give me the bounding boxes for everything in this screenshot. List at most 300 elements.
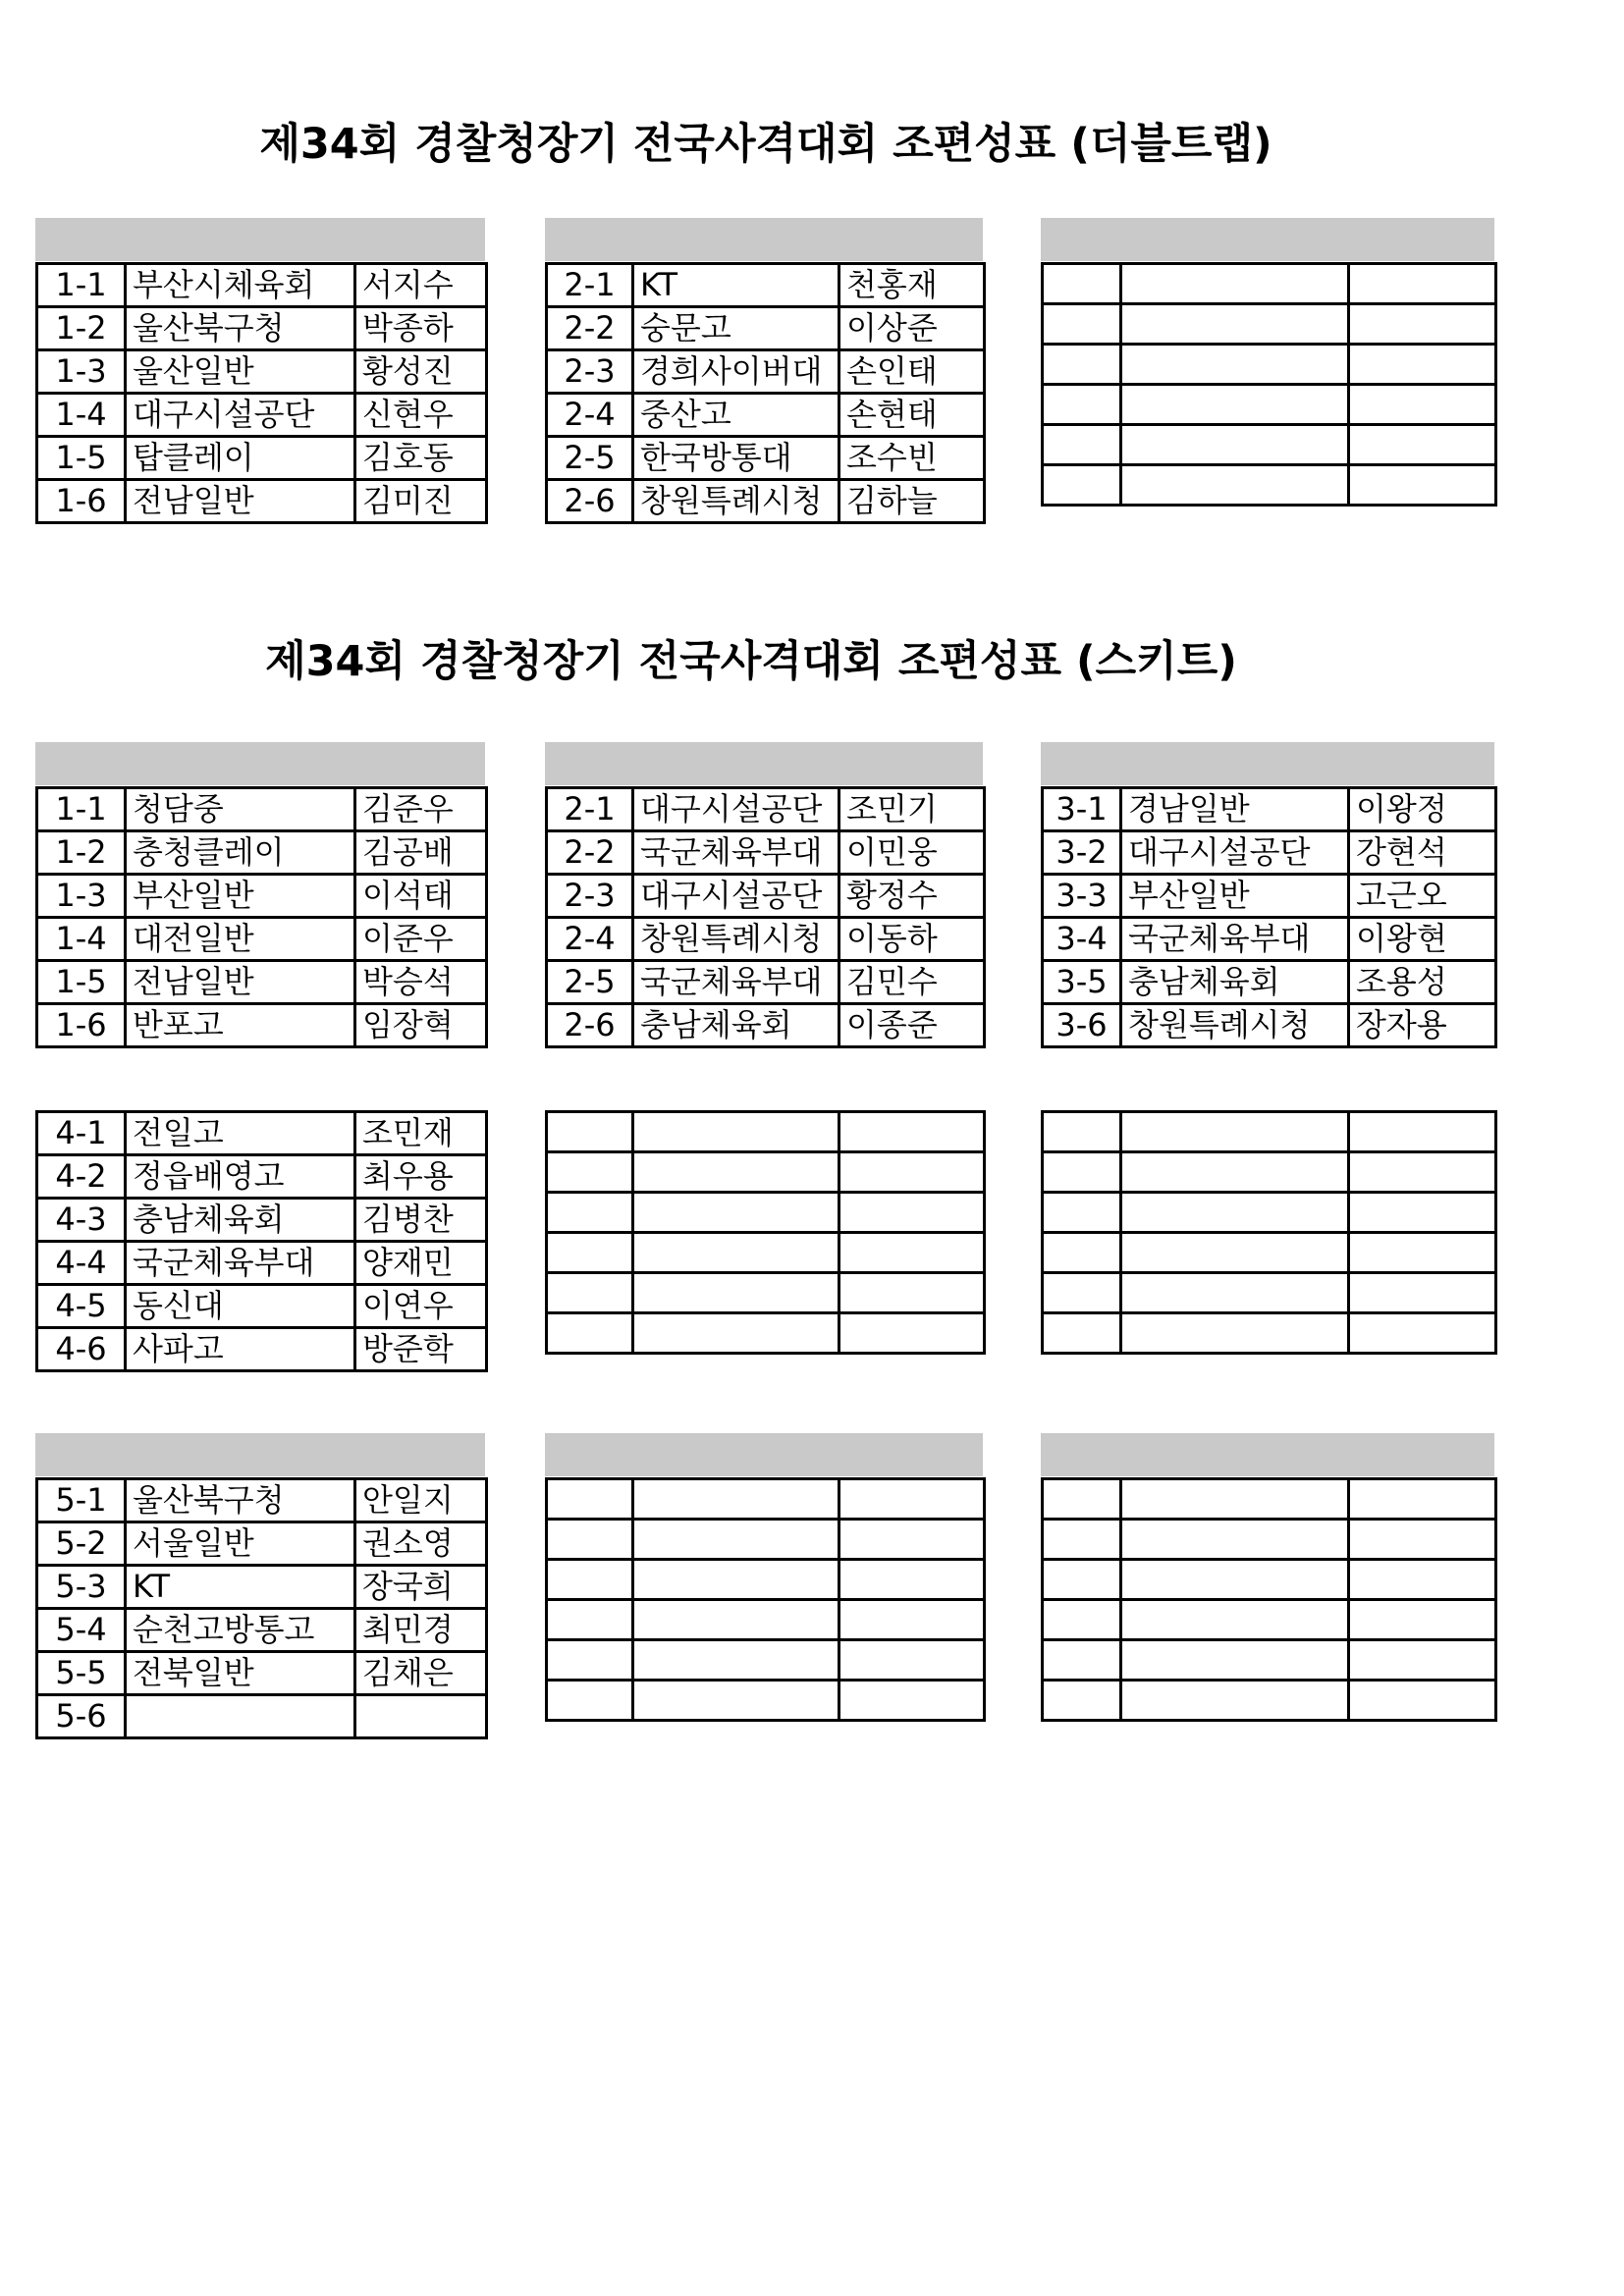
table-row (37, 1242, 487, 1285)
squad-position (1043, 1112, 1121, 1152)
squad-position: 4-4 (37, 1242, 126, 1285)
table-row (37, 1328, 487, 1371)
team-name (633, 1681, 839, 1721)
team-name (1121, 1313, 1349, 1354)
shooter-name: 김준우 (355, 788, 487, 831)
doubletrap-title: 제34회 경찰청장기 전국사격대회 조편성표 (더블트랩) (259, 120, 1272, 169)
shooter-name: 최우용 (355, 1155, 487, 1199)
squad-position (1043, 1193, 1121, 1233)
table-row (1043, 1640, 1496, 1681)
team-name (1121, 1479, 1349, 1520)
team-name: 국군체육부대 (1121, 918, 1349, 961)
shooter-name: 천홍재 (839, 264, 985, 307)
shooter-name (1349, 1600, 1496, 1640)
squad-position: 4-2 (37, 1155, 126, 1199)
shooter-name (1349, 1233, 1496, 1273)
squad-position (547, 1479, 633, 1520)
team-name: 대구시설공단 (633, 788, 839, 831)
team-name (633, 1273, 839, 1313)
table-row (37, 1652, 487, 1695)
shooter-name: 김병찬 (355, 1199, 487, 1242)
table-row (547, 1004, 985, 1047)
squad-table (35, 262, 488, 524)
squad-position (1043, 1640, 1121, 1681)
table-row (547, 1233, 985, 1273)
squad-position: 2-5 (547, 437, 633, 480)
table-row (1043, 1479, 1496, 1520)
table-row (1043, 425, 1496, 465)
team-name: 충청클레이 (126, 831, 355, 875)
shooter-name (839, 1112, 985, 1152)
table-row (1043, 1193, 1496, 1233)
team-name (1121, 345, 1349, 385)
team-name: 청담중 (126, 788, 355, 831)
team-name: 충남체육회 (1121, 961, 1349, 1004)
team-name: 울산북구청 (126, 307, 355, 350)
shooter-name (1349, 1193, 1496, 1233)
team-name: 대전일반 (126, 918, 355, 961)
table-row (1043, 385, 1496, 425)
skeet-title: 제34회 경찰청장기 전국사격대회 조편성표 (스키트) (265, 637, 1237, 686)
table-row (547, 307, 985, 350)
table-row (1043, 1273, 1496, 1313)
squad-position: 1-3 (37, 350, 126, 394)
team-name: 전북일반 (126, 1652, 355, 1695)
squad-position: 2-3 (547, 350, 633, 394)
team-name (1121, 1152, 1349, 1193)
shooter-name: 이석태 (355, 875, 487, 918)
team-name: 국군체육부대 (633, 831, 839, 875)
squad-position: 5-5 (37, 1652, 126, 1695)
team-name: 충남체육회 (633, 1004, 839, 1047)
table-row (37, 350, 487, 394)
team-name: 정읍배영고 (126, 1155, 355, 1199)
team-name: 경남일반 (1121, 788, 1349, 831)
shooter-name: 이왕현 (1349, 918, 1496, 961)
table-row (547, 918, 985, 961)
shooter-name: 임장혁 (355, 1004, 487, 1047)
shooter-name (839, 1560, 985, 1600)
team-name: 대구시설공단 (633, 875, 839, 918)
team-name (1121, 1112, 1349, 1152)
team-name (1121, 1520, 1349, 1560)
squad-position: 1-6 (37, 1004, 126, 1047)
squad-position (1043, 304, 1121, 345)
squad-header-bar (35, 1433, 485, 1476)
squad-header-bar (35, 742, 485, 785)
table-row (1043, 1313, 1496, 1354)
squad-position (547, 1152, 633, 1193)
table-row (547, 1313, 985, 1354)
squad-header-bar (1041, 218, 1494, 261)
team-name (633, 1600, 839, 1640)
squad-position: 2-2 (547, 831, 633, 875)
squad-position (547, 1313, 633, 1354)
table-row (547, 961, 985, 1004)
shooter-name: 이왕정 (1349, 788, 1496, 831)
squad-position: 1-4 (37, 394, 126, 437)
shooter-name (1349, 425, 1496, 465)
squad-table (35, 1477, 488, 1739)
squad-position (1043, 385, 1121, 425)
team-name: 국군체육부대 (633, 961, 839, 1004)
shooter-name (1349, 1152, 1496, 1193)
shooter-name: 손인태 (839, 350, 985, 394)
team-name: KT (126, 1566, 355, 1609)
shooter-name (839, 1313, 985, 1354)
squad-position: 1-4 (37, 918, 126, 961)
squad-position (1043, 1273, 1121, 1313)
table-row (547, 350, 985, 394)
table-row (547, 394, 985, 437)
table-row (1043, 345, 1496, 385)
squad-position: 3-3 (1043, 875, 1121, 918)
shooter-name (839, 1193, 985, 1233)
table-row (37, 1285, 487, 1328)
team-name (633, 1233, 839, 1273)
squad-table (545, 1477, 986, 1722)
squad-position (1043, 1313, 1121, 1354)
shooter-name (1349, 1520, 1496, 1560)
squad-position: 3-5 (1043, 961, 1121, 1004)
squad-table (1041, 262, 1497, 507)
shooter-name (1349, 385, 1496, 425)
table-row (1043, 465, 1496, 506)
table-row (1043, 304, 1496, 345)
shooter-name: 조수빈 (839, 437, 985, 480)
team-name: 경희사이버대 (633, 350, 839, 394)
squad-table (1041, 786, 1497, 1048)
table-row (547, 1193, 985, 1233)
table-row (37, 1695, 487, 1738)
table-row (37, 961, 487, 1004)
shooter-name: 박승석 (355, 961, 487, 1004)
squad-position (1043, 1233, 1121, 1273)
team-name: 전남일반 (126, 961, 355, 1004)
squad-position: 3-2 (1043, 831, 1121, 875)
table-row (547, 1681, 985, 1721)
shooter-name: 이동하 (839, 918, 985, 961)
table-row (37, 1479, 487, 1522)
shooter-name: 양재민 (355, 1242, 487, 1285)
shooter-name: 김공배 (355, 831, 487, 875)
squad-position (1043, 1681, 1121, 1721)
shooter-name: 조용성 (1349, 961, 1496, 1004)
team-name: 대구시설공단 (126, 394, 355, 437)
squad-header-bar (1041, 742, 1494, 785)
squad-position: 4-3 (37, 1199, 126, 1242)
table-row (547, 437, 985, 480)
shooter-name: 강현석 (1349, 831, 1496, 875)
table-row (1043, 831, 1496, 875)
shooter-name: 신현우 (355, 394, 487, 437)
team-name (1121, 264, 1349, 304)
team-name (1121, 1233, 1349, 1273)
table-row (547, 480, 985, 523)
team-name (633, 1479, 839, 1520)
squad-position: 1-1 (37, 264, 126, 307)
shooter-name: 장자용 (1349, 1004, 1496, 1047)
table-row (1043, 788, 1496, 831)
team-name (633, 1112, 839, 1152)
team-name (1121, 1681, 1349, 1721)
team-name: 전일고 (126, 1112, 355, 1155)
table-row (1043, 1233, 1496, 1273)
shooter-name: 이민웅 (839, 831, 985, 875)
shooter-name (1349, 345, 1496, 385)
squad-position: 2-5 (547, 961, 633, 1004)
table-row (547, 1520, 985, 1560)
squad-header-bar (545, 218, 983, 261)
shooter-name: 김채은 (355, 1652, 487, 1695)
shooter-name (839, 1273, 985, 1313)
shooter-name (839, 1640, 985, 1681)
squad-position (547, 1112, 633, 1152)
team-name: 창원특례시청 (1121, 1004, 1349, 1047)
table-row (37, 1199, 487, 1242)
squad-position: 3-1 (1043, 788, 1121, 831)
shooter-name: 김하늘 (839, 480, 985, 523)
team-name (1121, 465, 1349, 506)
shooter-name (1349, 1560, 1496, 1600)
team-name: 사파고 (126, 1328, 355, 1371)
team-name: 창원특례시청 (633, 918, 839, 961)
table-row (37, 788, 487, 831)
team-name (1121, 1193, 1349, 1233)
shooter-name: 안일지 (355, 1479, 487, 1522)
squad-position (1043, 345, 1121, 385)
table-row (547, 1640, 985, 1681)
table-row (37, 918, 487, 961)
squad-position (1043, 1479, 1121, 1520)
squad-position (547, 1560, 633, 1600)
shooter-name: 박종하 (355, 307, 487, 350)
squad-position: 1-1 (37, 788, 126, 831)
team-name (1121, 1600, 1349, 1640)
team-name: 중산고 (633, 394, 839, 437)
table-row (37, 307, 487, 350)
table-row (37, 437, 487, 480)
squad-position: 2-1 (547, 788, 633, 831)
team-name: 창원특례시청 (633, 480, 839, 523)
squad-position (1043, 1152, 1121, 1193)
squad-position: 2-2 (547, 307, 633, 350)
team-name (1121, 304, 1349, 345)
squad-position: 3-6 (1043, 1004, 1121, 1047)
squad-position (547, 1193, 633, 1233)
squad-table (545, 262, 986, 524)
table-row (37, 394, 487, 437)
squad-position: 4-1 (37, 1112, 126, 1155)
squad-position (1043, 1560, 1121, 1600)
shooter-name: 이연우 (355, 1285, 487, 1328)
table-row (1043, 1112, 1496, 1152)
squad-position: 4-6 (37, 1328, 126, 1371)
team-name: 서울일반 (126, 1522, 355, 1566)
team-name (633, 1313, 839, 1354)
team-name (126, 1695, 355, 1738)
squad-position: 2-4 (547, 394, 633, 437)
squad-position (1043, 465, 1121, 506)
shooter-name (839, 1520, 985, 1560)
table-row (37, 1155, 487, 1199)
squad-position (1043, 1600, 1121, 1640)
shooter-name (839, 1152, 985, 1193)
table-row (547, 875, 985, 918)
shooter-name: 조민재 (355, 1112, 487, 1155)
table-row (37, 1522, 487, 1566)
table-row (547, 1273, 985, 1313)
squad-position (547, 1681, 633, 1721)
team-name: 부산시체육회 (126, 264, 355, 307)
shooter-name (1349, 1313, 1496, 1354)
squad-position: 1-5 (37, 437, 126, 480)
shooter-name: 손현태 (839, 394, 985, 437)
squad-position: 5-2 (37, 1522, 126, 1566)
table-row (547, 831, 985, 875)
squad-position (547, 1640, 633, 1681)
shooter-name: 이준우 (355, 918, 487, 961)
table-row (1043, 875, 1496, 918)
shooter-name (1349, 1273, 1496, 1313)
shooter-name (839, 1479, 985, 1520)
squad-position: 2-1 (547, 264, 633, 307)
squad-position (547, 1600, 633, 1640)
shooter-name (1349, 1479, 1496, 1520)
squad-header-bar (545, 742, 983, 785)
squad-position (1043, 1520, 1121, 1560)
table-row (547, 1560, 985, 1600)
shooter-name: 조민기 (839, 788, 985, 831)
table-row (1043, 264, 1496, 304)
squad-table (1041, 1477, 1497, 1722)
squad-position (547, 1233, 633, 1273)
squad-table (545, 786, 986, 1048)
squad-position: 1-5 (37, 961, 126, 1004)
squad-position (547, 1273, 633, 1313)
shooter-name (1349, 264, 1496, 304)
team-name: 순천고방통고 (126, 1609, 355, 1652)
squad-position: 1-2 (37, 307, 126, 350)
squad-position: 1-3 (37, 875, 126, 918)
team-name (1121, 1273, 1349, 1313)
squad-position: 5-6 (37, 1695, 126, 1738)
squad-position: 2-6 (547, 1004, 633, 1047)
table-row (547, 264, 985, 307)
squad-position: 1-2 (37, 831, 126, 875)
team-name: 국군체육부대 (126, 1242, 355, 1285)
shooter-name: 권소영 (355, 1522, 487, 1566)
table-row (1043, 1600, 1496, 1640)
squad-position (1043, 425, 1121, 465)
squad-position: 4-5 (37, 1285, 126, 1328)
table-row (37, 875, 487, 918)
squad-table (1041, 1110, 1497, 1355)
shooter-name (355, 1695, 487, 1738)
team-name: KT (633, 264, 839, 307)
squad-position: 2-4 (547, 918, 633, 961)
shooter-name (1349, 304, 1496, 345)
shooter-name: 방준학 (355, 1328, 487, 1371)
squad-table (35, 786, 488, 1048)
team-name: 충남체육회 (126, 1199, 355, 1242)
shooter-name: 김미진 (355, 480, 487, 523)
team-name (1121, 1560, 1349, 1600)
table-row (1043, 1004, 1496, 1047)
squad-header-bar (35, 218, 485, 261)
shooter-name: 고근오 (1349, 875, 1496, 918)
squad-position: 5-3 (37, 1566, 126, 1609)
squad-position: 5-1 (37, 1479, 126, 1522)
squad-position: 2-3 (547, 875, 633, 918)
table-row (1043, 918, 1496, 961)
table-row (37, 264, 487, 307)
squad-table (35, 1110, 488, 1372)
squad-position (547, 1520, 633, 1560)
team-name: 울산북구청 (126, 1479, 355, 1522)
shooter-name: 최민경 (355, 1609, 487, 1652)
team-name: 대구시설공단 (1121, 831, 1349, 875)
team-name: 탑클레이 (126, 437, 355, 480)
team-name (1121, 1640, 1349, 1681)
squad-position (1043, 264, 1121, 304)
shooter-name (1349, 1640, 1496, 1681)
table-row (1043, 1152, 1496, 1193)
squad-position: 5-4 (37, 1609, 126, 1652)
team-name (633, 1560, 839, 1600)
table-row (37, 1566, 487, 1609)
table-row (1043, 1560, 1496, 1600)
team-name: 부산일반 (126, 875, 355, 918)
table-row (547, 1112, 985, 1152)
team-name (633, 1520, 839, 1560)
shooter-name: 서지수 (355, 264, 487, 307)
team-name: 전남일반 (126, 480, 355, 523)
squad-header-bar (1041, 1433, 1494, 1476)
table-row (37, 1112, 487, 1155)
shooter-name (839, 1233, 985, 1273)
table-row (1043, 1520, 1496, 1560)
shooter-name: 황성진 (355, 350, 487, 394)
squad-table (545, 1110, 986, 1355)
shooter-name (839, 1681, 985, 1721)
shooter-name: 이상준 (839, 307, 985, 350)
shooter-name (1349, 465, 1496, 506)
shooter-name (1349, 1681, 1496, 1721)
table-row (1043, 1681, 1496, 1721)
team-name: 한국방통대 (633, 437, 839, 480)
team-name: 숭문고 (633, 307, 839, 350)
table-row (547, 1152, 985, 1193)
shooter-name: 김민수 (839, 961, 985, 1004)
table-row (547, 1479, 985, 1520)
shooter-name: 장국희 (355, 1566, 487, 1609)
team-name (1121, 385, 1349, 425)
table-row (547, 788, 985, 831)
shooter-name: 황정수 (839, 875, 985, 918)
team-name: 동신대 (126, 1285, 355, 1328)
team-name (633, 1640, 839, 1681)
team-name (633, 1152, 839, 1193)
shooter-name: 김호동 (355, 437, 487, 480)
team-name (1121, 425, 1349, 465)
table-row (37, 1609, 487, 1652)
table-row (37, 831, 487, 875)
squad-header-bar (545, 1433, 983, 1476)
team-name: 반포고 (126, 1004, 355, 1047)
team-name (633, 1193, 839, 1233)
squad-position: 1-6 (37, 480, 126, 523)
